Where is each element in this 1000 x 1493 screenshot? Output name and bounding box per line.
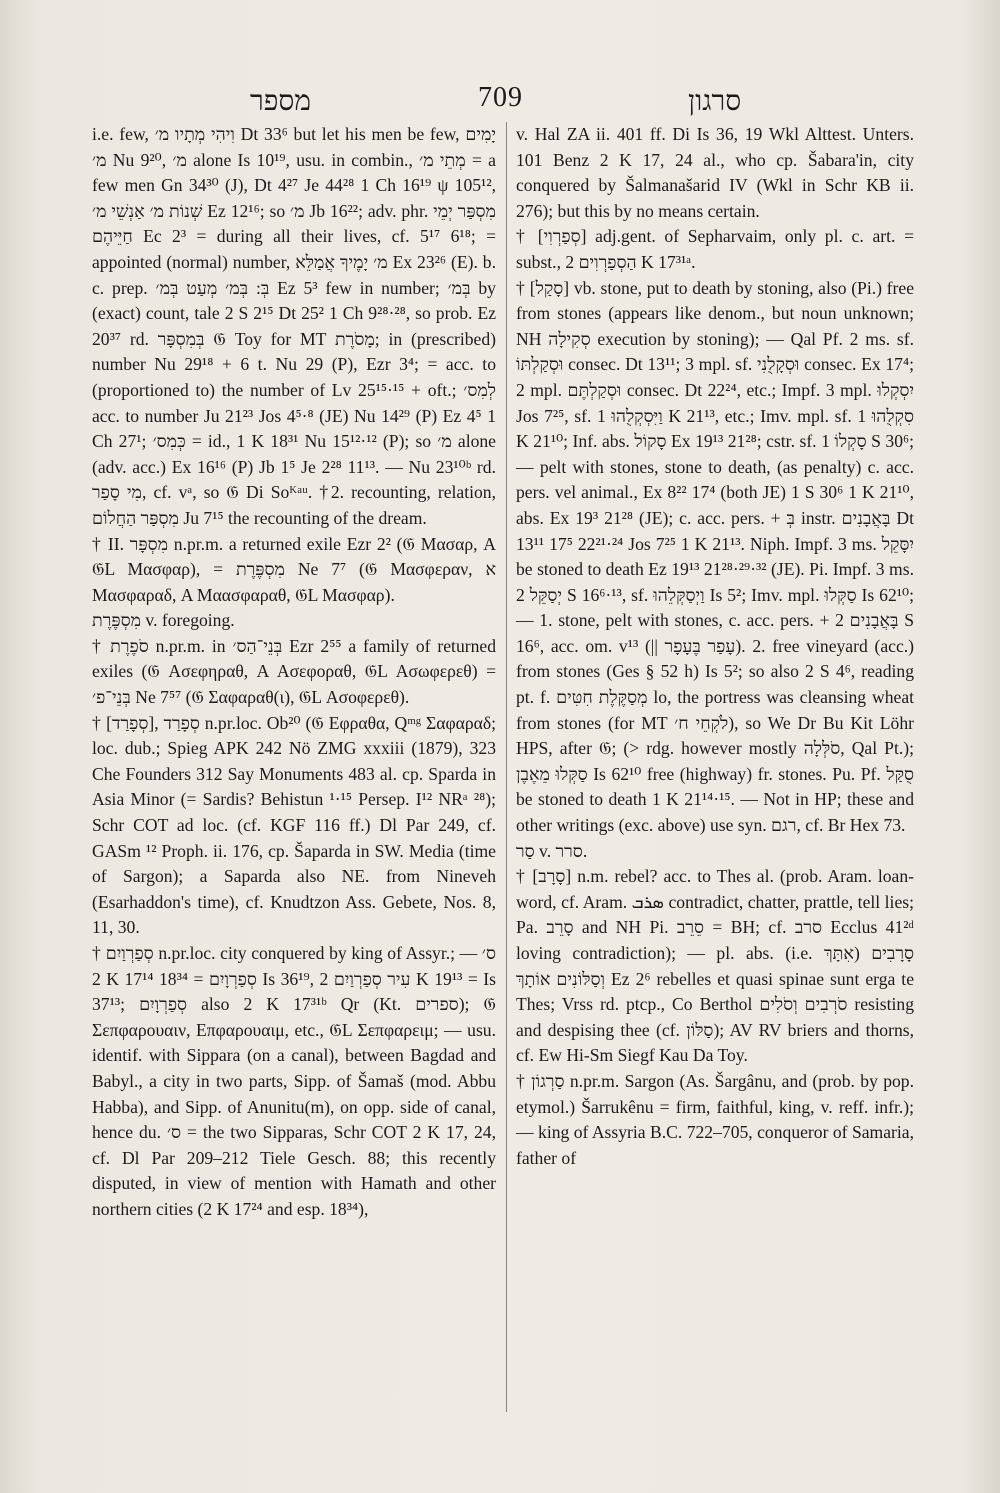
- entry-mispar-proper-name: † II. מִסְפָּר n.pr.m. a returned exile Ezr 2² (𝔊 Μασαρ, A 𝔊L Μασφαρ), = מִסְפֶּרֶת Ne 7⁷ (𝔊 Μασφεραν, א Μασφαραδ, A Μαασφαραθ, 𝔊L Μασφαρ).: [92, 533, 496, 605]
- entry-sepharvi: † [סְפַרְוִי] adj.gent. of Sepharvaim, only pl. c. art. = subst., הַסְפַרְוִים 2 K 17³¹ᵃ.: [516, 226, 914, 272]
- entry-sepharad: † [סְפָרַד], סְפָרַד n.pr.loc. Ob²⁰ (𝔊 Εφραθα, Qᵐᵍ Σαφαραδ; loc. dub.; Spieg APK 242 Nö ZMG xxxiii (1879), 323 Che Founders 312 Say Monuments 483 al. cp. Sparda in Asia Minor (= Sardis? Behistun ¹·¹⁵ Persep. I¹² NRᵃ ²⁸); Schr COT ad loc. (cf. KGF 116 ff.) Dl Par 249, cf. GASm ¹² Proph. ii. 176, cp. Šaparda in SW. Media (time of Sargon); a Saparda also NE. from Nineveh (Esarhaddon's time), cf. Knudtzon Ass. Gebete, Nos. 8, 11, 30.: [92, 712, 497, 938]
- page-header: [0, 78, 1000, 118]
- left-column: [92, 122, 496, 1223]
- entry-sargon: † סַרְגוֹן n.pr.m. Sargon (As. Šargânu, and (prob. by pop. etymol.) Šarrukênu = firm, faithful, king, v. reff. infr.); — king of Assyria B.C. 722–705, conqueror of Samaria, father of: [516, 1070, 914, 1168]
- right-column: [516, 122, 914, 1171]
- running-headword-right: סרגון: [688, 86, 742, 117]
- entry-sepharvaim: † סְפַרְוַיִם n.pr.loc. city conquered by king of Assyr.; — ס׳ 2 K 17¹⁴ 18³⁴ = סְפַרְוָיִם Is 36¹⁹, עִיר סְפַרְוַיִם 2 K 19¹³ = Is 37¹³; סְפַרְוָיִם also 2 K 17³¹ᵇ Qr (Kt. ספרים); 𝔊 Σεπφαρουαιν, Επφαρουαιμ, etc., 𝔊L Σεπφαρειμ; — usu. identif. with Sippara (on a canal), between Bagdad and Babyl., a city in two parts, Sipp. of Šamaš (mod. Abbu Habba), and Sipp. of Anunitu(m), on opp. side of canal, hence du. ס׳ = the two Sipparas, Schr COT 2 K 17, 24, cf. Dl Par 209–212 Tiele Gesch. 88; this recently disputed, in view of mention with Hamath and other northern cities (2 K 17²⁴ and esp. 18³⁴),: [92, 943, 497, 1219]
- entry-mispar-continued: i.e. few, וִיהִי מְתָיו מ׳ Dt 33⁶ but let his men be few, יָמִים מ׳ Nu 9²⁰, מ׳ alone Is 10¹⁹, usu. in combin., מְתֵי מ׳ = a few men Gn 34³⁰ (J), Dt 4²⁷ Je 44²⁸ 1 Ch 16¹⁹ ψ 105¹², שְׁנוֹת מ׳ אַנְשֵׁי מ׳ Ez 12¹⁶; so מ׳ Jb 16²²; adv. phr. מִסְפַּר יְמֵי חַיֵּיהֶם Ec 2³ = during all their lives, cf. 5¹⁷ 6¹⁸; = appointed (normal) number, מ׳ יָמֶיךָ אֲמַלֵּא Ex 23²⁶ (E). b. c. prep. בְּ: בְּמ׳ מְעַט בְּמ׳ Ez 5³ few in number; בְּמ׳ by (exact) count, tale 2 S 2¹⁵ Dt 25² 1 Ch 9²⁸·²⁸, so prob. Ez 20³⁷ rd. בְּמִסְפָּר 𝔊 Toy for MT מָסֹרֶת; in (prescribed) number Nu 29¹⁸ + 6 t. Nu 29 (P), Ezr 3⁴; = acc. to (proportioned to) the number of Lv 25¹⁵·¹⁵ + oft.; לְמִס׳ acc. to number Ju 21²³ Jos 4⁵·⁸ (JE) Nu 14²⁹ (P) Ez 4⁵ 1 Ch 27¹; כְּמִס׳ = id., 1 K 18³¹ Nu 15¹²·¹² (P); so מ׳ alone (adv. acc.) Ex 16¹⁶ (P) Jb 1⁵ Je 2²⁸ 11¹³. — Nu 23¹⁰ᵇ rd. מִי סָפַר, cf. vᵃ, so 𝔊 Di Soᴷᵃᵘ. †2. recounting, relation, מִסְפַּר הַחֲלוֹם Ju 7¹⁵ the recounting of the dream.: [92, 124, 497, 528]
- entry-sophereth: † סֹפֶרֶת n.pr.m. in בְּנֵי־הַס׳ Ezr 2⁵⁵ a family of returned exiles (𝔊 Ασεφηραθ, A Ασεφοραθ, 𝔊L Ασωφερεθ) = בְּנֵי־פ׳ Ne 7⁵⁷ (𝔊 Σαφαραθ(ι), 𝔊L Ασοφερεθ).: [92, 635, 497, 708]
- entry-sepharvaim-continued: v. Hal ZA ii. 401 ff. Di Is 36, 19 Wkl Alttest. Unters. 101 Benz 2 K 17, 24 al., who cp. Šabara'in, city conquered by Šalmanašarid IV (Wkl in Schr KB ii. 276); but this by no means certain.: [516, 124, 914, 221]
- column-divider: [506, 122, 507, 1412]
- entry-saqal: † [סָקַל] vb. stone, put to death by stoning, also (Pi.) free from stones (appears like denom., but noun unknown; NH סְקִילָה execution by stoning); — Qal Pf. 2 ms. sf. וּסְקַלְתּוֹ consec. Dt 13¹¹; 3 mpl. sf. וּסְקָלֻנִי consec. Ex 17⁴; 2 mpl. וּסְקַלְתֶּם consec. Dt 22²⁴, etc.; Impf. 3 mpl. יִסְקְלוּ Jos 7²⁵, sf. וַיִּסְקְלֻהוּ 1 K 21¹³, etc.; Imv. mpl. sf. סִקְלֻהוּ 1 K 21¹⁰; Inf. abs. סָקוֹל Ex 19¹³ 21²⁸; cstr. sf. סָקְלוֹ 1 S 30⁶; — pelt with stones, stone to death, (as penalty) c. acc. pers. vel animal., Ex 8²² 17⁴ (both JE) 1 S 30⁶ 1 K 21¹⁰, abs. Ex 19³ 21²⁸ (JE); c. acc. pers. + בְּ instr. בָּאֲבָנִים Dt 13¹¹ 17⁵ 22²¹·²⁴ Jos 7²⁵ 1 K 21¹³. Niph. Impf. 3 ms. יִסָּקֵל be stoned to death Ez 19¹³ 21²⁸·²⁹·³² (JE). Pi. Impf. 3 ms. יְסַקֵּל 2 S 16⁶·¹³, sf. וַיְסַקְּלֵהוּ Is 5²; Imv. mpl. סַקְּלוּ Is 62¹⁰; — 1. stone, pelt with stones, c. acc. pers. + בָּאֲבָנִים 2 S 16⁶, acc. om. v¹³ (|| עָפַר בֶּעָפָר). 2. free vineyard (acc.) from stones (Ges § 52 h) Is 5²; so also 2 S 4⁶, reading pt. f. מְסַקֶּלֶת חִטִּים lo, the portress was cleansing wheat from stones (for MT לֹקְחֵי ח׳), so We Dr Bu Kit Löhr HPS, after 𝔊; (> rdg. however mostly סֹלְּלָה, Qal Pt.); סַקְּלוּ מֵאֶבֶן Is 62¹⁰ free (highway) fr. stones. Pu. Pf. סֻקַּל be stoned to death 1 K 21¹⁴·¹⁵. — Not in HP; these and other writings (exc. above) use syn. רגם, cf. Br Hex 73.: [516, 277, 915, 836]
- entry-mispereth: מִסְפֶּרֶת v. foregoing.: [92, 610, 235, 631]
- page-number: 709: [478, 82, 523, 113]
- running-headword-left: מספר: [250, 86, 311, 117]
- entry-sarab: † [סָרָב] n.m. rebel? acc. to Thes al. (prob. Aram. loan-word, cf. Aram. ܣܪܒ contradict, chatter, prattle, tell lies; Pa. סָרֵב and NH Pi. סֵרֵב = BH; cf. סרב Ecclus 41²ᵈ loving contradiction); — pl. abs. (i.e. אִתָּךְ) סָרָבִים וְסַלּוֹנִים אוֹתָךְ Ez 2⁶ rebelles et quasi spinae sunt erga te Thes; Vrss rd. ptcp., Co Berthol סֹרְבִים וְסֹלִים resisting and despising thee (cf. סַלּוֹן); AV RV briers and thorns, cf. Ew Hi-Sm Siegf Kau Da Toy.: [516, 866, 915, 1066]
- entry-sar: סַר v. סרר.: [516, 840, 588, 861]
